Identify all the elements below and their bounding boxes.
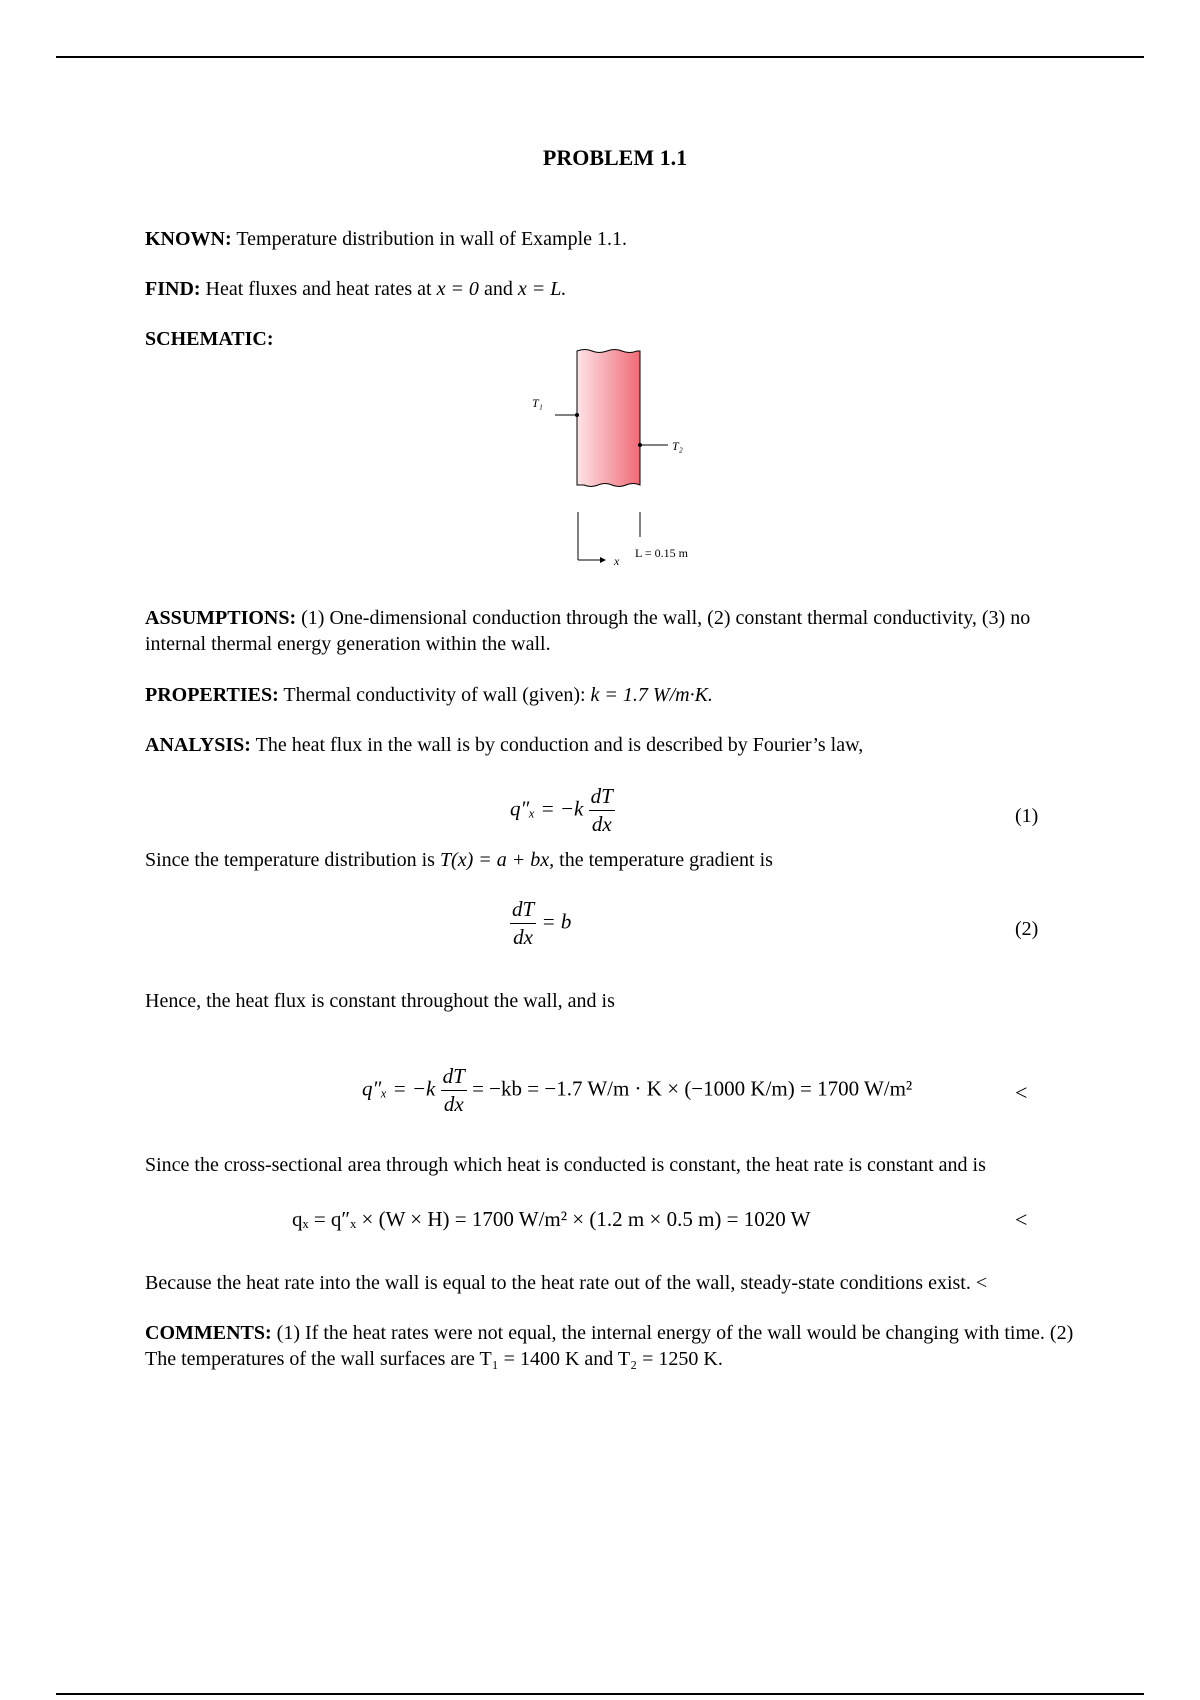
find-and: and [483, 278, 513, 300]
page-title: PROBLEM 1.1 [542, 145, 688, 170]
find-text: Heat fluxes and heat rates at [205, 278, 432, 300]
properties-text: Thermal conductivity of wall (given): [283, 684, 586, 706]
eq3-fraction [441, 1065, 467, 1116]
length-label: L = 0.15 m [635, 546, 688, 560]
comments-section [145, 1320, 1085, 1372]
find-section [145, 276, 1085, 302]
t2-label: T₂ [672, 439, 683, 453]
distribution-text-a: Since the temperature distribution is [145, 849, 435, 871]
equation-1 [510, 785, 615, 836]
known-text: Temperature distribution in wall of Example 1.1. [236, 228, 628, 250]
assumptions-section [145, 605, 1085, 657]
find-x0: x = 0 [436, 278, 479, 300]
analysis-label: ANALYSIS: [145, 734, 251, 756]
eq1-number: (1) [1015, 805, 1039, 827]
properties-section [145, 682, 1085, 708]
wall-schematic [520, 345, 720, 575]
eq2-rhs: = b [541, 909, 572, 934]
eq4-result-mark: < [1015, 1207, 1028, 1232]
eq1-lhs: q″ₓ = −k [510, 796, 584, 821]
eq1-fraction [589, 785, 615, 836]
properties-label: PROPERTIES: [145, 684, 279, 706]
equation-4 [292, 1207, 810, 1232]
analysis-text: The heat flux in the wall is by conduction and is described by Fourier’s law, [255, 734, 864, 756]
eq2-frac-den: dx [513, 925, 533, 950]
constant-flux-sentence: Hence, the heat flux is constant throughout the wall, and is [145, 990, 615, 1012]
eq2-fraction [510, 898, 536, 949]
analysis-intro [145, 732, 1085, 758]
equation-2 [510, 898, 571, 949]
comments-text: (1) If the heat rates were not equal, the internal energy of the wall would be changing with time. (2) The temperatures of the wall surfaces are T₁ = 1400 K and T₂ = 1250 K. [145, 1322, 1074, 1370]
distribution-formula: T(x) = a + bx, [439, 849, 555, 871]
distribution-sentence [145, 847, 1085, 873]
x-arrowhead [600, 557, 606, 563]
eq4-text: qₓ = q″ₓ × (W × H) = 1700 W/m² × (1.2 m × 0.5 m) = 1020 W [292, 1207, 811, 1231]
eq1-frac-num: dT [589, 785, 615, 811]
eq2-number: (2) [1015, 918, 1039, 940]
assumptions-label: ASSUMPTIONS: [145, 607, 297, 629]
comments-label: COMMENTS: [145, 1322, 272, 1344]
t1-label: T₁ [532, 396, 543, 410]
find-label: FIND: [145, 278, 201, 300]
bottom-rule [56, 1693, 1144, 1695]
known-label: KNOWN: [145, 228, 232, 250]
assumptions-text: (1) One-dimensional conduction through the wall, (2) constant thermal conductivity, (3) no internal thermal energy generation within the wall. [145, 607, 1031, 655]
steady-state-sentence: Because the heat rate into the wall is equal to the heat rate out of the wall, steady-state conditions exist. < [145, 1272, 988, 1294]
eq3-rhs: = −kb = −1.7 W/m · K × (−1000 K/m) = 1700 W/m² [472, 1076, 913, 1101]
wall-body [577, 350, 640, 487]
properties-value: k = 1.7 W/m·K. [590, 684, 713, 706]
top-rule [56, 56, 1144, 58]
eq2-frac-num: dT [510, 898, 536, 924]
eq3-result-mark: < [1015, 1080, 1028, 1105]
t1-dot [575, 413, 579, 417]
cross-section-sentence: Since the cross-sectional area through which heat is conducted is constant, the heat rate is constant and is [145, 1154, 986, 1176]
equation-3 [362, 1065, 912, 1116]
distribution-text-b: the temperature gradient is [559, 849, 773, 871]
eq3-frac-num: dT [441, 1065, 467, 1091]
find-xL: x = L. [517, 278, 567, 300]
known-section [145, 226, 1085, 252]
x-label: x [614, 554, 620, 568]
eq3-lhs: q″ₓ = −k [362, 1076, 436, 1101]
schematic-label: SCHEMATIC: [145, 328, 274, 350]
eq3-frac-den: dx [443, 1092, 464, 1117]
eq1-frac-den: dx [591, 812, 612, 837]
t2-dot [638, 443, 642, 447]
